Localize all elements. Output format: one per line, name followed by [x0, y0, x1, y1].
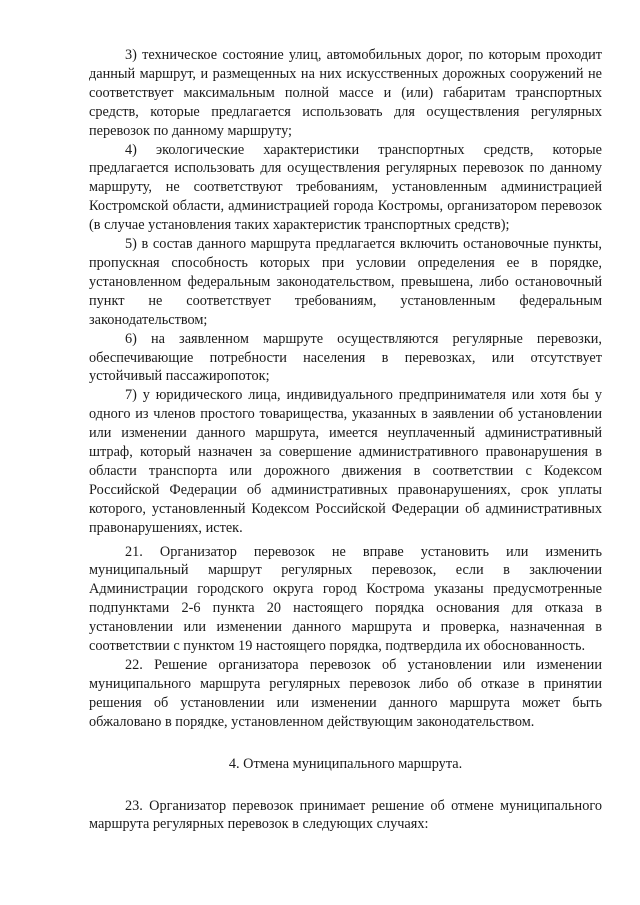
paragraph-item-6: 6) на заявленном маршруте осуществляются регулярные перевозки, обеспечивающие потребности населения в перевозках, или отсутствует устойчивый пассажиропоток; — [89, 330, 602, 385]
document-page — [89, 46, 602, 834]
paragraph-item-4: 4) экологические характеристики транспортных средств, которые предлагается использовать для осуществления регулярных перевозок по данному маршруту, не соответствуют требованиям, установленным администрацией Костромской области, администрацией города Костромы, организатором перевозок (в случае установления таких характеристик транспортных средств); — [89, 141, 602, 234]
paragraph-23: 23. Организатор перевозок принимает решение об отмене муниципального маршрута регулярных перевозок в следующих случаях: — [89, 797, 602, 833]
paragraph-item-7: 7) у юридического лица, индивидуального предпринимателя или хотя бы у одного из членов простого товарищества, указанных в заявлении об установлении или изменении данного маршрута, имеется неуплаченный административный штраф, который назначен за совершение административного правонарушения в области транспорта или дорожного движения в соответствии с Кодексом Российской Федерации об административных правонарушениях, срок уплаты которого, установленный Кодексом Российской Федерации об административных правонарушениях, истек. — [89, 387, 602, 536]
paragraph-21: 21. Организатор перевозок не вправе установить или изменить муниципальный маршрут регулярных перевозок, если в заключении Администрации городского округа город Кострома указаны предусмотренные подпунктами 2-6 пункта 20 настоящего порядка основания для отказа в установлении или изменении данного маршрута и проверка, назначенная в соответствии с пунктом 19 настоящего порядка, подтвердила их обоснованность. — [89, 543, 602, 655]
section-heading: 4. Отмена муниципального маршрута. — [228, 755, 463, 772]
paragraph-22: 22. Решение организатора перевозок об установлении или изменении муниципального маршрута регулярных перевозок либо об отказе в принятии решения об установлении или изменении данного маршрута может быть обжаловано в порядке, установленном действующим законодательством. — [89, 657, 602, 730]
paragraph-item-3: 3) техническое состояние улиц, автомобильных дорог, по которым проходит данный маршрут, и размещенных на них искусственных дорожных сооружений не соответствует максимальным полной массе и (или) габаритам транспортных средств, которые предлагается использовать для осуществления регулярных перевозок по данному маршруту; — [89, 47, 602, 139]
paragraph-item-5: 5) в состав данного маршрута предлагается включить остановочные пункты, пропускная способность которых при условии определения ее в порядке, установленном федеральным законодательством, превышена, либо остановочный пункт не соответствует требованиям, установленным федеральным законодательством; — [89, 236, 602, 328]
